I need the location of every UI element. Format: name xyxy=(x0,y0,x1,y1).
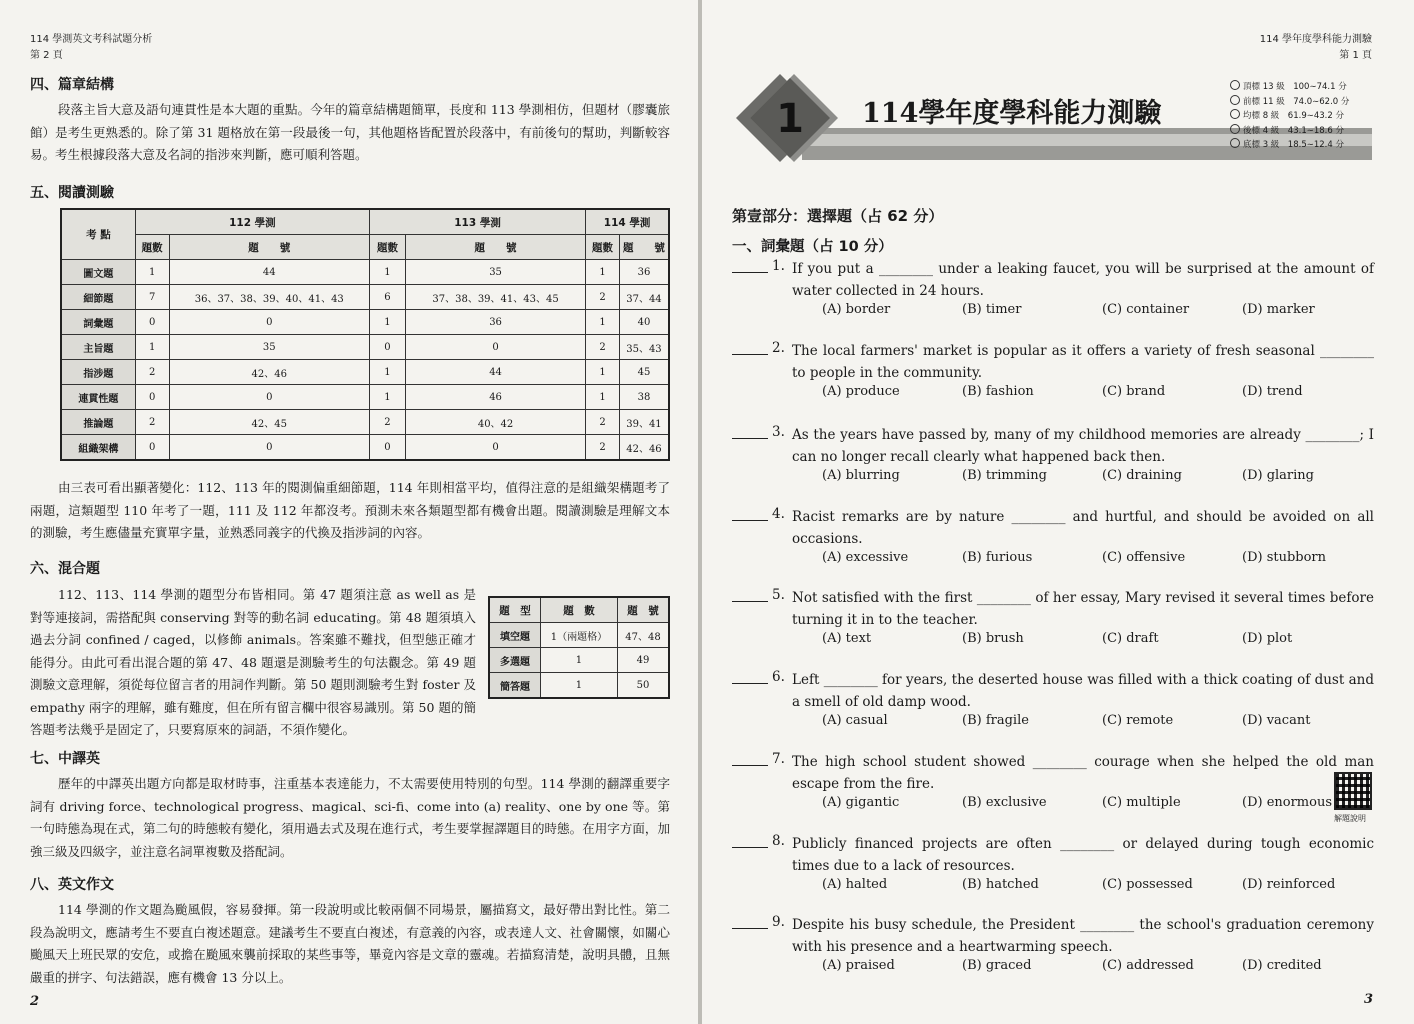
table-cell: 1 xyxy=(135,260,169,285)
table-cell: 0 xyxy=(169,385,369,410)
section-title: 六、混合題 xyxy=(30,561,100,577)
right-page xyxy=(702,0,1414,1024)
row-label: 填空題 xyxy=(489,623,540,648)
table-cell: 40 xyxy=(619,310,669,335)
answer-option[interactable]: (C) remote xyxy=(1102,713,1174,728)
page-number: 2 xyxy=(30,994,40,1009)
question-item xyxy=(732,258,1374,328)
answer-option[interactable]: (A) praised xyxy=(822,958,895,973)
table-row xyxy=(61,435,669,461)
question-item xyxy=(732,506,1374,576)
reading-analysis-table xyxy=(60,208,670,461)
table-header: 題 數 xyxy=(540,597,617,623)
question-stem: Left ________ for years, the deserted house was filled with a thick coating of dust and a smell of old damp wood. xyxy=(792,672,1374,710)
table-cell: 1 xyxy=(586,360,620,385)
qr-label: 解題說明 xyxy=(1334,814,1366,823)
row-label: 連貫性題 xyxy=(61,385,135,410)
row-label: 指涉題 xyxy=(61,360,135,385)
table-header: 題數 xyxy=(369,235,405,260)
answer-option[interactable]: (C) draft xyxy=(1102,631,1159,646)
table-cell: 37、44 xyxy=(619,285,669,310)
answer-option[interactable]: (D) credited xyxy=(1242,958,1322,973)
answer-blank[interactable] xyxy=(732,683,768,684)
answer-blank[interactable] xyxy=(732,601,768,602)
table-cell: 0 xyxy=(135,310,169,335)
question-number: 4. xyxy=(772,506,785,522)
answer-option[interactable]: (D) trend xyxy=(1242,384,1303,399)
table-cell: 1 xyxy=(586,385,620,410)
table-cell: 0 xyxy=(169,310,369,335)
answer-option[interactable]: (A) halted xyxy=(822,877,888,892)
circle-icon xyxy=(1230,124,1240,134)
answer-option[interactable]: (A) produce xyxy=(822,384,900,399)
table-cell: 44 xyxy=(405,360,585,385)
answer-option[interactable]: (B) hatched xyxy=(962,877,1039,892)
table-cell: 2 xyxy=(135,410,169,435)
table-cell: 1 xyxy=(586,310,620,335)
table-cell: 7 xyxy=(135,285,169,310)
answer-blank[interactable] xyxy=(732,272,768,273)
row-label: 詞彙題 xyxy=(61,310,135,335)
row-label: 簡答題 xyxy=(489,673,540,699)
table-cell: 42、46 xyxy=(169,360,369,385)
question-number: 6. xyxy=(772,669,785,685)
table-cell: 35 xyxy=(169,335,369,360)
running-header: 114 學測英文考科試題分析 xyxy=(30,34,153,45)
legend-item: 均標 8 級 61.9∼43.2 分 xyxy=(1230,109,1349,124)
table-row xyxy=(61,285,669,310)
table-header: 113 學測 xyxy=(369,209,585,235)
circle-icon xyxy=(1230,80,1240,90)
section-text: 112、113、114 學測的題型分布皆相同。第 47 題須注意 as well as 是對等連接詞，需搭配與 conserving 對等的動名詞 educating。第 48 題須填入過去分詞 confined / caged，以修飾 animals。答案雖不難找，但型態正確才能得分。由此可看出混合題的第 47、48 題還是測驗考生的句法觀念。第 49 題測驗文意理解，須從每位留言者的用詞作判斷。第 50 題則測驗考生對 foster 及 empathy 兩字的理解，雖有難度，但在所有留言欄中很容易識別。第 50 題的簡答題考法幾乎是固定了，只要寫原來的詞語，不須作變化。 xyxy=(30,587,476,737)
qr-code[interactable] xyxy=(1334,772,1372,810)
section-text: 歷年的中譯英出題方向都是取材時事，注重基本表達能力，不太需要使用特別的句型。114 學測的翻譯重要字詞有 driving force、technological progress、magical、sci-fi、come into (a) reality、one by one 等。第一句時態為現在式，第二句的時態較有變化，須用過去式及現在進行式，考生要掌握譯題目的時態。在用字方面，加強三級及四級字，並注意名詞單複數及搭配詞。 xyxy=(30,776,670,859)
table-row xyxy=(489,623,669,648)
answer-option[interactable]: (C) addressed xyxy=(1102,958,1194,973)
question-number: 7. xyxy=(772,751,785,767)
table-cell: 0 xyxy=(169,435,369,461)
table-cell: 35、43 xyxy=(619,335,669,360)
score-legend xyxy=(1230,80,1349,153)
question-item xyxy=(732,751,1374,821)
answer-option[interactable]: (A) casual xyxy=(822,713,888,728)
row-label: 多選題 xyxy=(489,648,540,673)
table-cell: 49 xyxy=(617,648,669,673)
question-number: 1. xyxy=(772,258,785,274)
table-row xyxy=(61,335,669,360)
section-text: 由三表可看出顯著變化：112、113 年的閱測偏重細節題，114 年則相當平均，值得注意的是組織架構題考了兩題，這類題型 110 年考了一題，111 及 112 年都沒考。預測未來各類題型都有機會出題。閱讀測驗是理解文本的測驗，考生應儘量充實單字量，並熟悉同義字的代換及指涉詞的內容。 xyxy=(30,480,670,540)
table-cell: 39、41 xyxy=(619,410,669,435)
running-header: 114 學年度學科能力測驗 xyxy=(1259,34,1372,45)
table-cell: 2 xyxy=(586,285,620,310)
part-title: 第壹部分：選擇題（占 62 分） xyxy=(732,207,944,225)
section-title: 八、英文作文 xyxy=(30,877,114,893)
table-row xyxy=(61,310,669,335)
answer-option[interactable]: (B) fragile xyxy=(962,713,1029,728)
table-cell: 38 xyxy=(619,385,669,410)
answer-option[interactable]: (C) container xyxy=(1102,302,1190,317)
answer-option[interactable]: (B) exclusive xyxy=(962,795,1047,810)
answer-option[interactable]: (C) possessed xyxy=(1102,877,1193,892)
table-cell: 0 xyxy=(405,435,585,461)
question-number: 3. xyxy=(772,424,785,440)
legend-item: 前標 11 級 74.0∼62.0 分 xyxy=(1230,95,1349,110)
answer-blank[interactable] xyxy=(732,928,768,929)
table-header: 114 學測 xyxy=(586,209,669,235)
answer-blank[interactable] xyxy=(732,847,768,848)
question-number: 8. xyxy=(772,833,785,849)
question-stem: The high school student showed ________ courage when she helped the old man escape from the fire. xyxy=(792,754,1374,792)
answer-option[interactable]: (B) trimming xyxy=(962,468,1047,483)
table-cell: 0 xyxy=(369,435,405,461)
circle-icon xyxy=(1230,95,1240,105)
left-page xyxy=(0,0,698,1024)
table-header: 題數 xyxy=(135,235,169,260)
row-label: 組織架構 xyxy=(61,435,135,461)
table-cell: 2 xyxy=(369,410,405,435)
mixed-question-table xyxy=(488,596,670,699)
question-stem: Despite his busy schedule, the President ________ the school's graduation ceremony with his presence and a heartwarming speech. xyxy=(792,917,1374,955)
answer-option[interactable]: (D) marker xyxy=(1242,302,1315,317)
question-number: 9. xyxy=(772,914,785,930)
answer-option[interactable]: (D) reinforced xyxy=(1242,877,1336,892)
table-cell: 0 xyxy=(135,435,169,461)
table-cell: 2 xyxy=(135,360,169,385)
table-header: 題 號 xyxy=(617,597,669,623)
answer-option[interactable]: (A) border xyxy=(822,302,891,317)
table-cell: 1 xyxy=(540,673,617,699)
table-cell: 0 xyxy=(369,335,405,360)
table-cell: 1 xyxy=(369,310,405,335)
table-header: 題 號 xyxy=(405,235,585,260)
table-cell: 1 xyxy=(369,360,405,385)
table-row xyxy=(61,360,669,385)
answer-option[interactable]: (A) excessive xyxy=(822,550,909,565)
question-item xyxy=(732,914,1374,984)
legend-item: 後標 4 級 43.1∼18.6 分 xyxy=(1230,124,1349,139)
table-cell: 45 xyxy=(619,360,669,385)
row-label: 細節題 xyxy=(61,285,135,310)
question-item xyxy=(732,587,1374,657)
banner-title: 114學年度學科能力測驗 xyxy=(862,98,1162,129)
table-row xyxy=(489,648,669,673)
section-title: 七、中譯英 xyxy=(30,751,100,767)
table-cell: 35 xyxy=(405,260,585,285)
answer-option[interactable]: (B) graced xyxy=(962,958,1032,973)
section-title: 四、篇章結構 xyxy=(30,77,114,93)
table-cell: 1 xyxy=(369,260,405,285)
table-cell: 6 xyxy=(369,285,405,310)
question-item xyxy=(732,669,1374,739)
page-label: 第 1 頁 xyxy=(1339,50,1372,61)
answer-blank[interactable] xyxy=(732,520,768,521)
question-item xyxy=(732,340,1374,410)
answer-option[interactable]: (A) blurring xyxy=(822,468,900,483)
page-number: 3 xyxy=(1364,992,1374,1007)
answer-blank[interactable] xyxy=(732,765,768,766)
table-cell: 1 xyxy=(540,648,617,673)
answer-option[interactable]: (B) furious xyxy=(962,550,1033,565)
answer-option[interactable]: (C) brand xyxy=(1102,384,1166,399)
table-header: 題 號 xyxy=(619,235,669,260)
section-title: 五、閱讀測驗 xyxy=(30,185,114,201)
table-cell: 40、42 xyxy=(405,410,585,435)
table-cell: 36、37、38、39、40、41、43 xyxy=(169,285,369,310)
legend-item: 底標 3 級 18.5∼12.4 分 xyxy=(1230,138,1349,153)
question-item xyxy=(732,833,1374,903)
row-label: 主旨題 xyxy=(61,335,135,360)
answer-blank[interactable] xyxy=(732,354,768,355)
table-cell: 42、45 xyxy=(169,410,369,435)
table-cell: 42、46 xyxy=(619,435,669,461)
circle-icon xyxy=(1230,109,1240,119)
row-label: 圖文題 xyxy=(61,260,135,285)
table-cell: 2 xyxy=(586,335,620,360)
table-header: 題數 xyxy=(586,235,620,260)
answer-option[interactable]: (B) fashion xyxy=(962,384,1034,399)
table-header: 題 型 xyxy=(489,597,540,623)
table-cell: 2 xyxy=(586,410,620,435)
section-text: 114 學測的作文題為颱風假，容易發揮。第一段說明或比較兩個不同場景，屬描寫文，最好帶出對比性。第二段為說明文，應請考生不要直白複述題意。建議考生不要直白複述，有意義的內容，或表達人文、社會關懷，如關心颱風天上班民眾的安危，或擔在颱風來襲前採取的某些事等，畢竟內容是文章的靈魂。若描寫清楚，說明具體，且無嚴重的拼字、句法錯誤，應有機會 13 分以上。 xyxy=(30,902,670,985)
table-cell: 2 xyxy=(586,435,620,461)
answer-option[interactable]: (A) text xyxy=(822,631,872,646)
question-number: 5. xyxy=(772,587,785,603)
table-cell: 0 xyxy=(405,335,585,360)
question-stem: The local farmers' market is popular as it offers a variety of fresh seasonal ________ to people in the community. xyxy=(792,343,1374,381)
question-number: 2. xyxy=(772,340,785,356)
answer-option[interactable]: (A) gigantic xyxy=(822,795,900,810)
question-stem: Racist remarks are by nature ________ and hurtful, and should be avoided on all occasions. xyxy=(792,509,1374,547)
answer-option[interactable]: (D) vacant xyxy=(1242,713,1311,728)
table-row xyxy=(61,385,669,410)
table-row xyxy=(489,673,669,699)
table-header: 題 號 xyxy=(169,235,369,260)
table-row xyxy=(61,410,669,435)
answer-option[interactable]: (C) multiple xyxy=(1102,795,1181,810)
table-cell: 36 xyxy=(619,260,669,285)
question-item xyxy=(732,424,1374,494)
question-stem: Publicly financed projects are often ________ or delayed during tough economic times due to a lack of resources. xyxy=(792,836,1374,874)
table-cell: 44 xyxy=(169,260,369,285)
answer-option[interactable]: (B) brush xyxy=(962,631,1024,646)
answer-option[interactable]: (D) stubborn xyxy=(1242,550,1327,565)
answer-blank[interactable] xyxy=(732,438,768,439)
answer-option[interactable]: (D) glaring xyxy=(1242,468,1314,483)
circle-icon xyxy=(1230,138,1240,148)
table-cell: 47、48 xyxy=(617,623,669,648)
table-cell: 1 xyxy=(369,385,405,410)
table-cell: 50 xyxy=(617,673,669,699)
question-stem: If you put a ________ under a leaking faucet, you will be surprised at the amount of water collected in 24 hours. xyxy=(792,261,1374,299)
table-cell: 1（兩題格） xyxy=(540,623,617,648)
answer-option[interactable]: (C) draining xyxy=(1102,468,1182,483)
answer-option[interactable]: (D) enormous xyxy=(1242,795,1333,810)
legend-item: 頂標 13 級 100∼74.1 分 xyxy=(1230,80,1349,95)
table-cell: 1 xyxy=(586,260,620,285)
question-stem: As the years have passed by, many of my childhood memories are already ________; I can no longer recall clearly what happened back then. xyxy=(792,427,1374,465)
page-label: 第 2 頁 xyxy=(30,50,63,61)
table-row xyxy=(61,260,669,285)
section-title: 一、詞彙題（占 10 分） xyxy=(732,239,893,255)
table-cell: 36 xyxy=(405,310,585,335)
section-text: 段落主旨大意及語句連貫性是本大題的重點。今年的篇章結構題簡單，長度和 113 學測相仿，但題材（膠囊旅館）是考生更熟悉的。除了第 31 題格放在第一段最後一句，其他題格皆配置於段落中，有前後句的幫助，判斷較容易。考生根據段落大意及名詞的指涉來判斷，應可順利答題。 xyxy=(30,102,670,162)
table-cell: 46 xyxy=(405,385,585,410)
banner-number: 1 xyxy=(776,96,804,142)
table-cell: 1 xyxy=(135,335,169,360)
question-stem: Not satisfied with the first ________ of her essay, Mary revised it several times before turning it in to the teacher. xyxy=(792,590,1374,628)
answer-option[interactable]: (B) timer xyxy=(962,302,1022,317)
answer-option[interactable]: (D) plot xyxy=(1242,631,1293,646)
table-cell: 37、38、39、41、43、45 xyxy=(405,285,585,310)
table-cell: 0 xyxy=(135,385,169,410)
row-label: 推論題 xyxy=(61,410,135,435)
table-header: 112 學測 xyxy=(135,209,369,235)
table-header: 考 點 xyxy=(61,209,135,260)
answer-option[interactable]: (C) offensive xyxy=(1102,550,1186,565)
